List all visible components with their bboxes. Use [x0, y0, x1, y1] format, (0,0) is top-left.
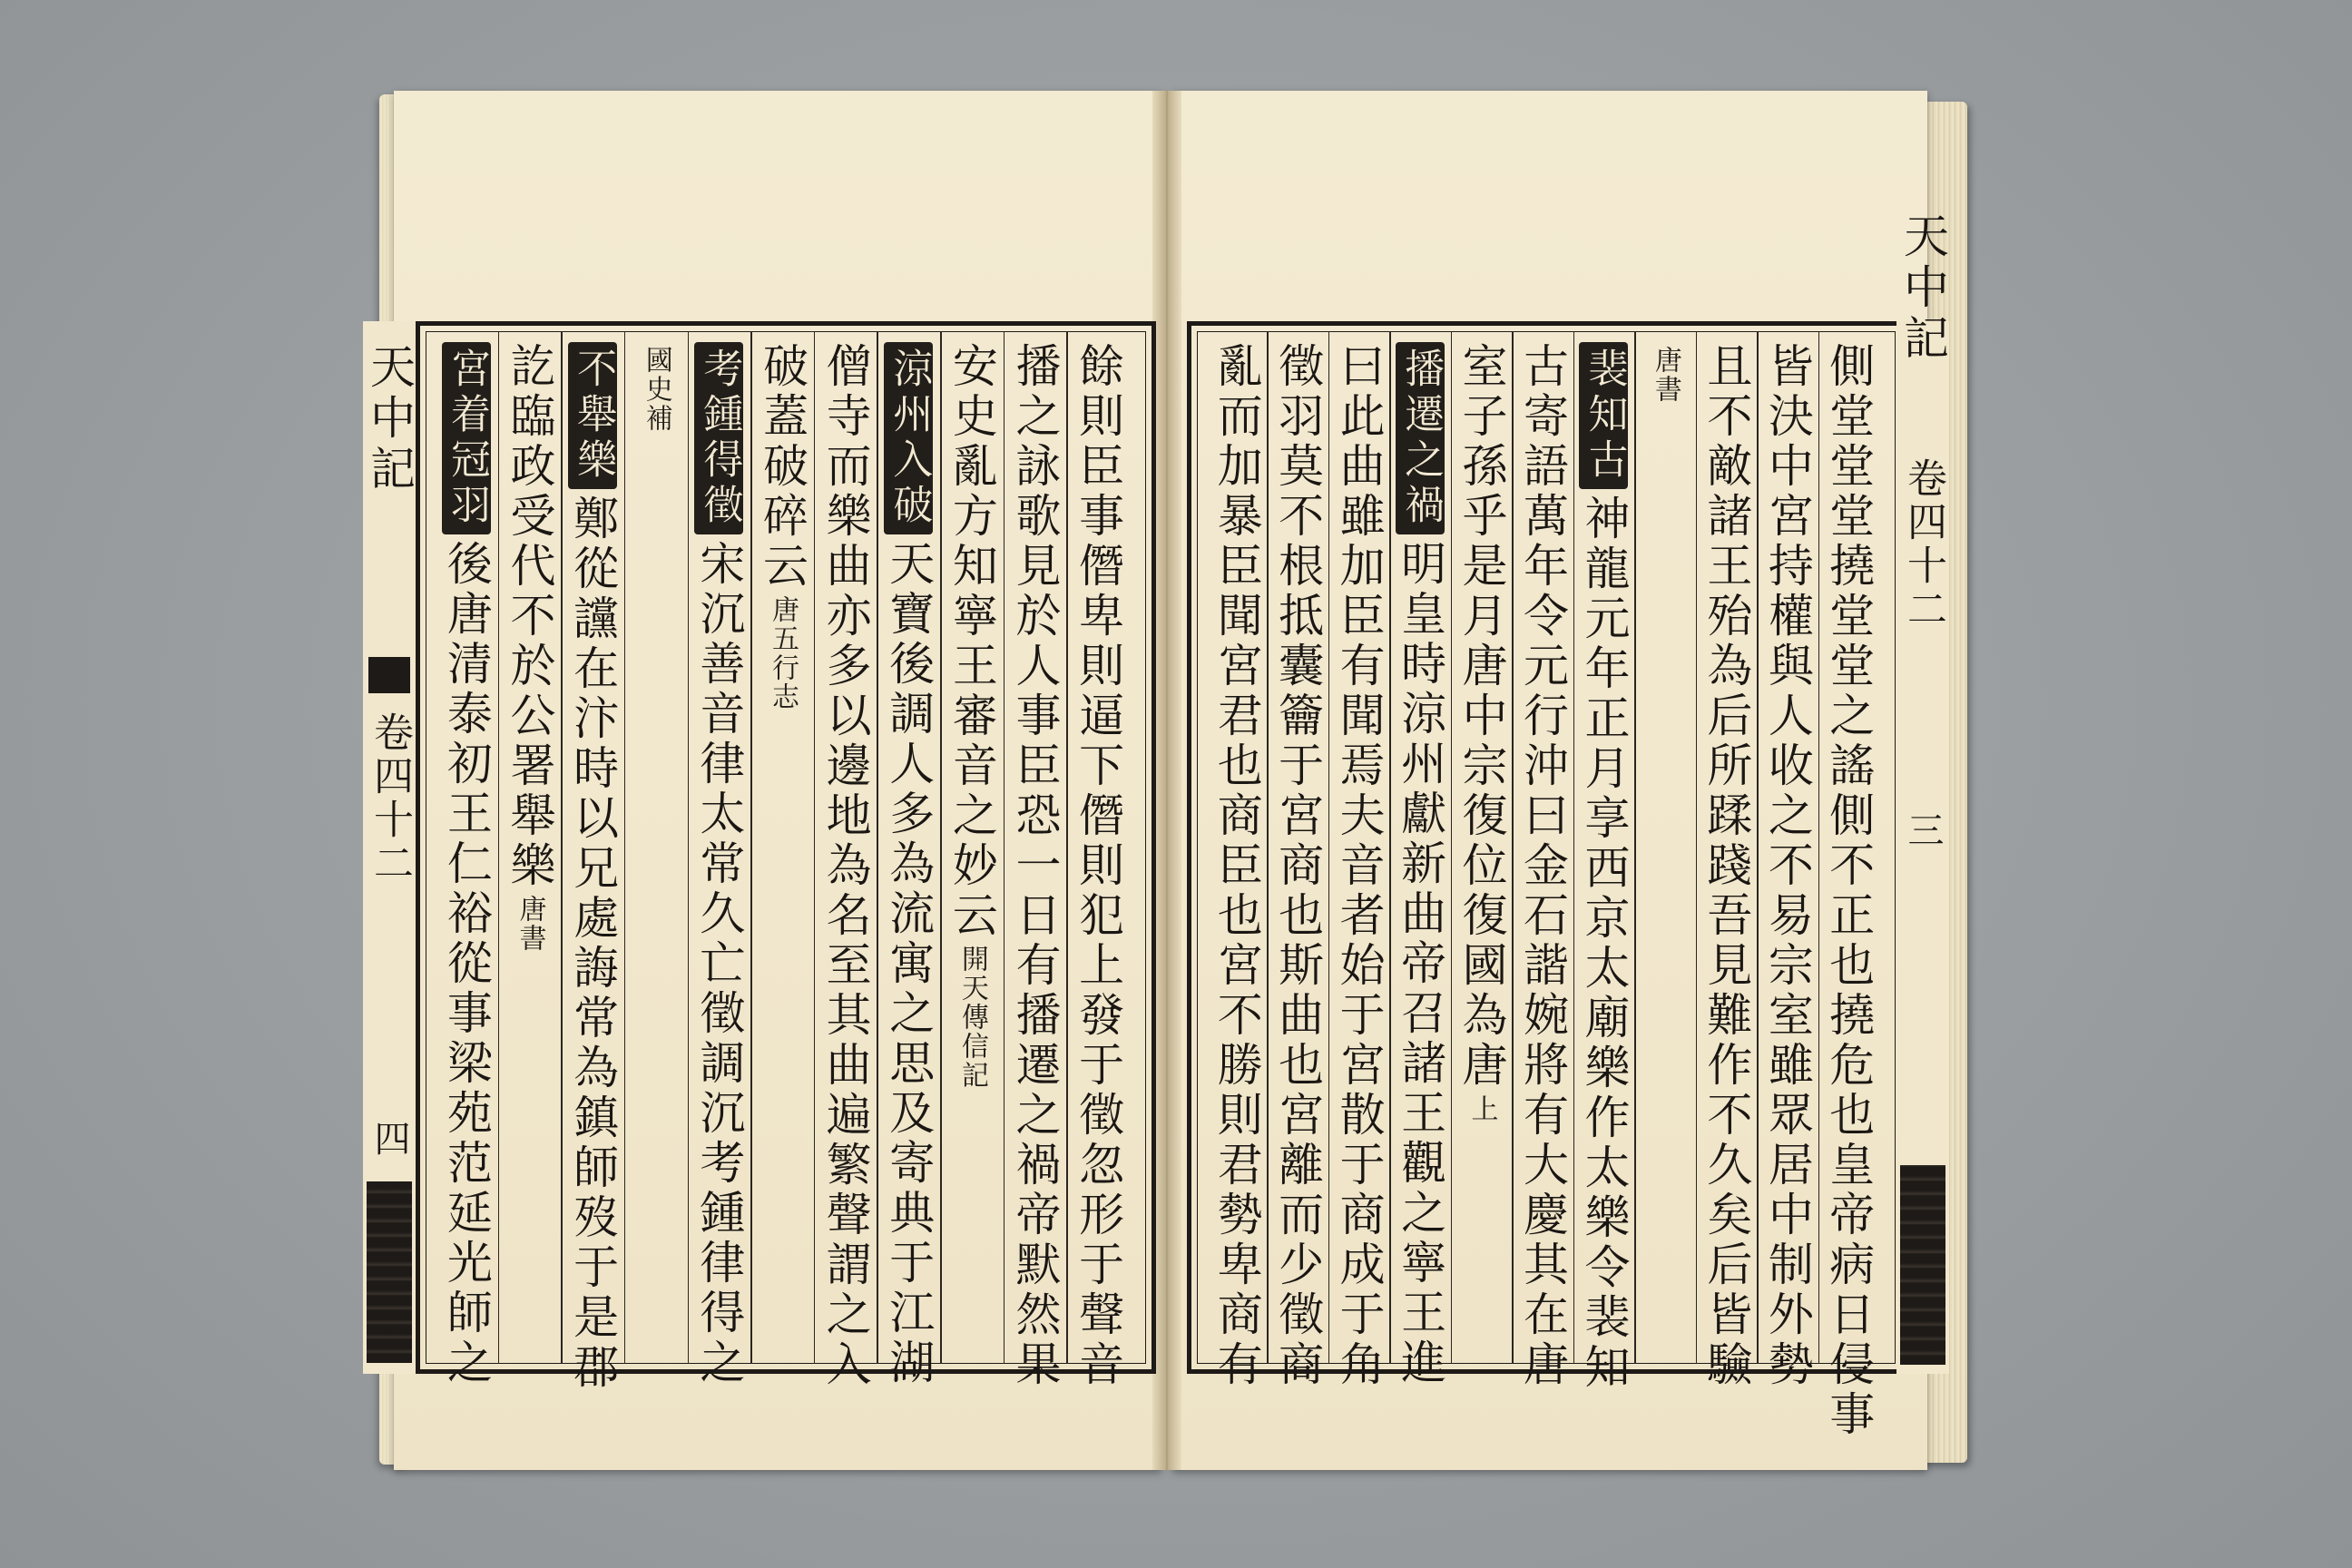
- column-text: 鄭從讜在汴時以兄處誨常為鎮師歿于是郡: [566, 495, 620, 1393]
- text-column: [1392, 342, 1448, 1388]
- column-rule: [877, 331, 878, 1364]
- entry-heading: 考鍾得徵: [694, 342, 743, 534]
- column-rule: [688, 331, 690, 1364]
- column-text: 皆決中宮持權與人收之不易宗室雖眾居中制外勢: [1760, 342, 1814, 1390]
- text-column: [501, 342, 557, 1353]
- spine-title-right: 天中記: [1896, 212, 1949, 365]
- text-column: [1269, 342, 1326, 1390]
- column-text: 且不敵諸王殆為后所蹂踐吾見難作不久矣后皆驗: [1700, 342, 1753, 1390]
- text-column: [1759, 342, 1816, 1390]
- printed-block-mark: [367, 1181, 412, 1363]
- open-book: [363, 83, 1967, 1481]
- column-rule: [1267, 331, 1269, 1364]
- column-rule: [940, 331, 942, 1364]
- column-text: 天寶後調人多為流寓之思及寄典于江湖: [882, 540, 936, 1388]
- column-rule: [1696, 331, 1698, 1364]
- column-rule: [1451, 331, 1453, 1364]
- column-rule: [561, 331, 563, 1364]
- entry-heading: 裴知古: [1579, 342, 1628, 489]
- left-text-frame: [416, 321, 1156, 1393]
- column-text: 徵羽莫不根抵囊籥于宮商也斯曲也宮離而少徵商: [1271, 342, 1325, 1390]
- text-column: [691, 342, 747, 1388]
- column-text: 古寄語萬年令元行沖曰金石諧婉將有大慶其在唐: [1516, 342, 1569, 1390]
- column-text: 後唐清泰初王仁裕從事梁苑范延光師之: [439, 540, 493, 1388]
- text-column: [1007, 342, 1063, 1390]
- text-column: [1637, 342, 1693, 1353]
- column-rule: [1757, 331, 1759, 1364]
- column-text: 明皇時涼州獻新曲帝召諸王觀之寧王進: [1394, 540, 1447, 1388]
- column-text: 側堂堂堂撓堂堂之謠側不正也撓危也皇帝病日侵事: [1822, 342, 1876, 1440]
- source-note: 國史補: [640, 346, 672, 433]
- text-column: [1820, 342, 1877, 1440]
- text-column: [1070, 342, 1126, 1390]
- text-column: [944, 342, 1000, 1353]
- fishtail-mark: [368, 657, 410, 693]
- entry-heading: 宮着冠羽: [442, 342, 491, 534]
- left-page-center-margin: [363, 321, 416, 1374]
- column-text: 室子孫乎是月唐中宗復位復國為唐: [1455, 342, 1508, 1091]
- spine-title: 天中記: [363, 343, 416, 495]
- text-column: [564, 342, 621, 1393]
- column-text: 破蓋破碎云: [756, 342, 808, 592]
- entry-heading: 不舉樂: [568, 342, 617, 489]
- entry-heading: 播遷之禍: [1396, 342, 1445, 534]
- column-rule: [750, 331, 752, 1364]
- source-note: 上: [1465, 1094, 1498, 1123]
- column-rule: [1818, 331, 1820, 1364]
- volume-label-right: 卷四十二: [1900, 457, 1946, 632]
- source-note: 開天傳信記: [956, 945, 988, 1090]
- column-text: 曰此曲雖加臣有聞焉夫音者始于宮散于商成于角: [1332, 342, 1386, 1390]
- column-rule: [1512, 331, 1514, 1364]
- column-text: 亂而加暴臣聞宮君也商臣也宮不勝則君勢卑商有: [1210, 342, 1263, 1390]
- printed-block-mark-right: [1900, 1165, 1945, 1365]
- column-text: 宋沉善音律太常久亡徵調沉考鍾律得之: [692, 540, 746, 1388]
- text-column: [1698, 342, 1754, 1390]
- entry-heading: 涼州入破: [884, 342, 933, 534]
- column-text: 安史亂方知寧王審音之妙云: [945, 342, 998, 941]
- text-column: [818, 342, 874, 1390]
- column-rule: [1328, 331, 1330, 1364]
- source-note: 唐五行志: [767, 595, 799, 711]
- column-rule: [1573, 331, 1575, 1364]
- text-column: [1331, 342, 1387, 1390]
- source-note: 唐書: [1649, 346, 1681, 404]
- text-column: [1575, 342, 1632, 1393]
- text-column: [438, 342, 495, 1388]
- text-column: [628, 342, 684, 1353]
- text-column: [1514, 342, 1571, 1390]
- column-text: 餘則臣事僭卑則逼下僭則犯上發于徵忽形于聲音: [1072, 342, 1125, 1390]
- text-column: [754, 342, 810, 1353]
- column-rule: [624, 331, 626, 1364]
- column-text: 神龍元年正月享西京太廟樂作太樂令裴知: [1577, 495, 1631, 1393]
- page-number-right: 三: [1902, 811, 1944, 848]
- text-column: [1454, 342, 1510, 1353]
- volume-label: 卷四十二: [367, 711, 413, 886]
- column-text: 播之詠歌見於人事臣恐一日有播遷之禍帝默然果: [1008, 342, 1062, 1390]
- column-rule: [498, 331, 500, 1364]
- right-text-frame: [1187, 321, 1906, 1440]
- right-page-center-margin: [1896, 212, 1949, 1374]
- column-rule: [1389, 331, 1391, 1364]
- source-note: 唐書: [514, 895, 546, 953]
- column-rule: [1634, 331, 1636, 1364]
- column-text: 僧寺而樂曲亦多以邊地為名至其曲遍繁聲謂之入: [818, 342, 872, 1390]
- page-number: 四: [368, 1120, 410, 1156]
- column-text: 訖臨政受代不於公署舉樂: [503, 342, 556, 891]
- column-rule: [1066, 331, 1068, 1364]
- column-rule: [814, 331, 816, 1364]
- column-rule: [1004, 331, 1005, 1364]
- book-gutter: [1152, 91, 1181, 1470]
- text-column: [880, 342, 936, 1388]
- text-column: [1209, 342, 1265, 1390]
